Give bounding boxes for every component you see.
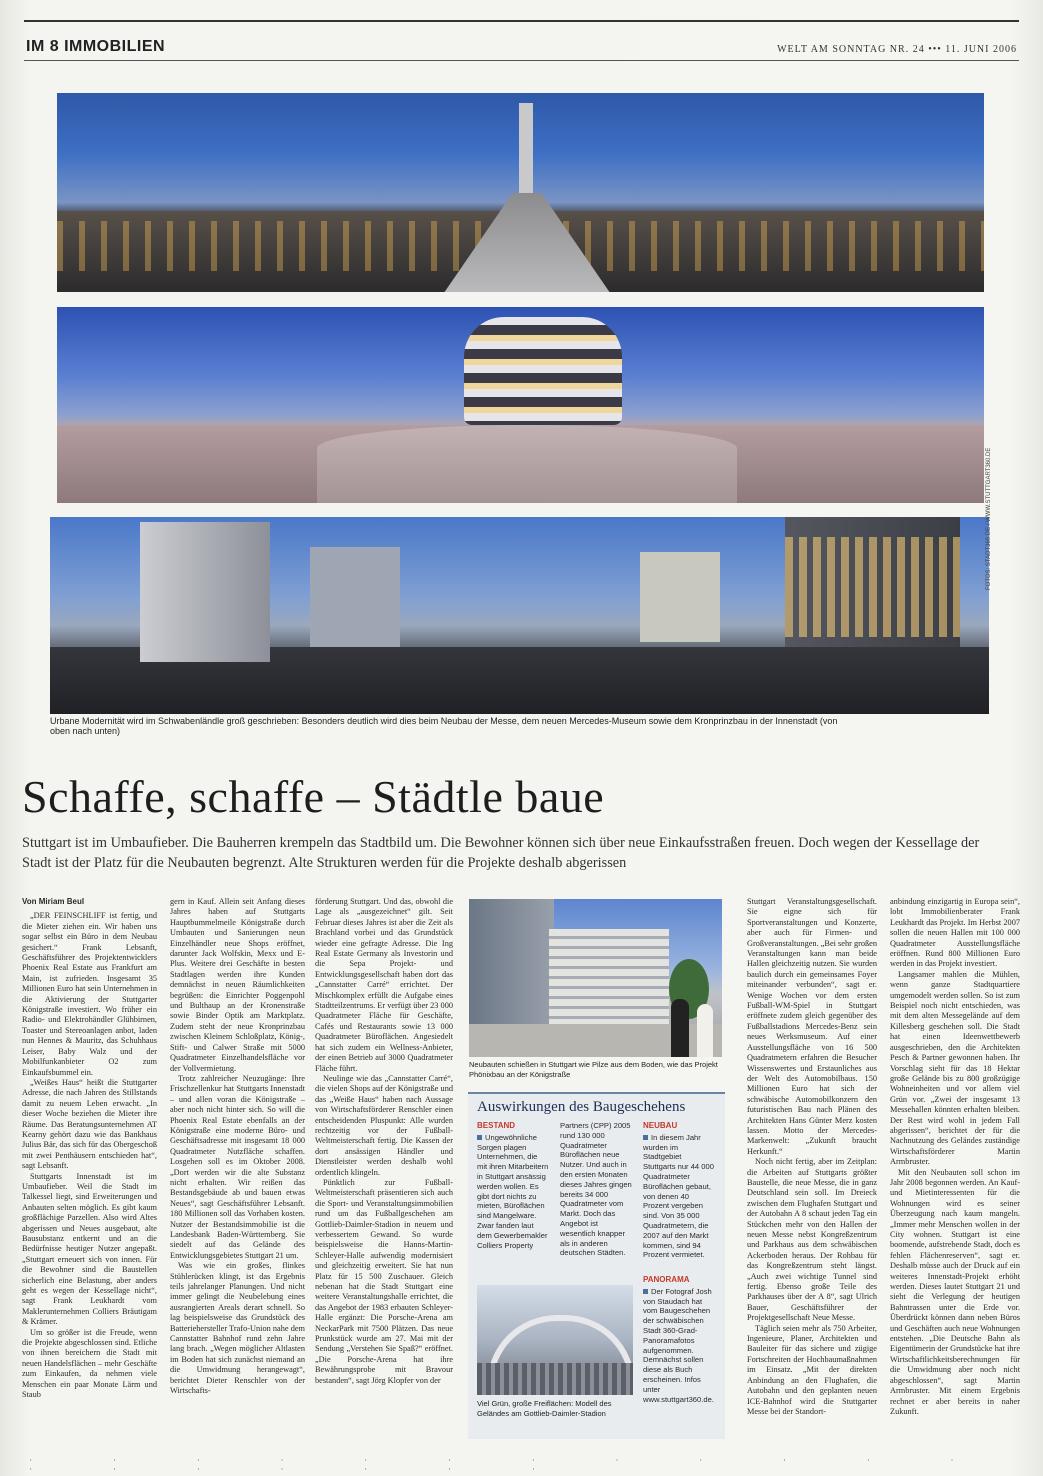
paragraph: Was wie ein großes, flinkes Stühlerücken klingt, ist das Ergebnis teils jahrelanger Planungen. Und nicht immer gelingt die Neubelebung eines ausrangierten Areals derart schnell. So lag beispielsweise das Grundstück des Batteriehersteller Trafo-Union nahe dem Cannstatter Bahnhof rund zehn Jahre lang brach. „Wegen möglicher Altlasten im Boden hat sich zunächst niemand an die Umwidmung herangewagt“, berichtet Dieter Renschler von der Wirtschafts- xyxy=(170,1261,305,1396)
photo-building-mid xyxy=(310,547,400,647)
paragraph: anbindung einzigartig in Europa sein“, lobt Immobilienberater Frank Leukhardt das Projekt. Im Herbst 2007 sollen die neuen Hallen mit 100 000 Quadratmeter Ausstellungsfläche eröffnen. Rund 800 Millionen Euro werden in das Projekt investiert. xyxy=(890,897,1020,969)
panorama-caption: Urbane Modernität wird im Schwabenländle groß geschrieben: Besonders deutlich wird dies beim Neubau der Messe, dem neuen Mercedes-Museum sowie dem Kronprinzbau in der Innenstadt (von oben nach unten) xyxy=(50,716,838,736)
paragraph: Noch nicht fertig, aber im Zeitplan: die Arbeiten auf Stuttgarts größter Baustelle, die neue Messe, die in ganz Deutschland sein soll. Im Dreieck zwischen dem Flughafen Stuttgart und der Autobahn A 8 schaut jeden Tag ein Stückchen mehr von den Hallen der neuen Messe nebst Kongreßzentrum und Parkhaus aus dem schwäbischen Ackerboden heraus. Der Rohbau für das Kongreßzentrum steht längst. „Auch zwei wichtige Tunnel sind fertig. Ebenso große Teile des Parkhauses über der A 8“, sagt Ulrich Bauer, Geschäftsführer der Projektgesellschaft Neue Messe. xyxy=(747,1157,877,1323)
paragraph: Pünktlich zur Fußball-Weltmeisterschaft präsentieren sich auch die Sport- und Veranstaltungsimmobilien rund um das Fußballgeschehen am Gottlieb-Daimler-Stadion in neuem und verbessertem Gewand. So wurde beispielsweise die Hanns-Martin-Schleyer-Halle aufwendig modernisiert und gleichzeitig erweitert. Sie hat nun Platz für 15 500 Zuschauer. Gleich nebenan hat die Stadt Stuttgart eine weitere Veranstaltungshalle errichtet, die das Angebot der 1983 erbauten Schleyer-Halle ergänzt: Die Porsche-Arena am NeckarPark mit 7500 Plätzen. Das neue Prunkstück wurde am 27. Mai mit der Sendung „Verstehen Sie Spaß?“ eröffnet. „Die Porsche-Arena hat ihre Bewährungsprobe mit Bravour bestanden“, sagt Jörg Klopfer von der xyxy=(315,1177,453,1385)
infobox-middle-text: Partners (CPP) 2005 rund 130 000 Quadratmeter Büroflächen neue Nutzer. Und auch in den ersten Monaten dieses Jahres gingen bereits 34 000 Quadratmeter vom Markt. Doch das Angebot ist wesentlich knapper als in anderen deutschen Städten. xyxy=(560,1121,632,1258)
stadium-model-caption: Viel Grün, große Freiflächen: Modell des Geländes am Gottlieb-Daimler-Stadion xyxy=(477,1399,612,1418)
paragraph: Langsamer mahlen die Mühlen, wenn ganze Stadtquartiere umgemodelt werden sollen. So ist zum Beispiel noch nicht entschieden, was mit dem alten Messegelände auf dem Killesberg geschehen soll. Die Stadt hat einen Ideenwettbewerb ausgeschrieben, den die Architekten Pesch & Partner gewonnen haben. Ihr Vorschlag sieht für das 18 Hektar große Gelände bis zu 800 großzügige Wohneinheiten und vor allem viel Grün vor. „Zwei der insgesamt 13 Messehallen könnten erhalten bleiben. Der Rest wird wohl in jedem Fall abgerissen“, berichtet der für die Nachnutzung des Geländes zuständige Wirtschaftsförderer Martin Armbruster. xyxy=(890,969,1020,1167)
author-byline: Von Miriam Beul xyxy=(22,897,85,906)
article-headline: Schaffe, schaffe – Städtle baue xyxy=(22,771,605,822)
photo-building-left xyxy=(140,522,270,662)
paragraph: Um so größer ist die Freude, wenn die Projekte abgeschlossen sind. Etliche von ihnen bereichern die Stadt mit neuen Handelsflächen – mehr Geschäfte zum Einkaufen, da nehmen viele Menschen ein paar Monate Lärm und Staub xyxy=(22,1327,157,1400)
article-column-1 xyxy=(22,897,157,1437)
infobox-neubau xyxy=(643,1121,715,1260)
binding-marks: ' ' ' ' ' ' ' ' ' ' ' ' ' ' ' ' ' ' ' xyxy=(30,1458,993,1476)
photo-mast xyxy=(519,103,533,193)
infobox-neubau-text: In diesem Jahr wurden im Stadtgebiet Stuttgarts nur 44 000 Quadratmeter Büroflächen gebaut, von denen 40 Prozent vergeben sind. Von 35 000 Quadratmetern, die 2007 auf den Markt kommen, sind 94 Prozent vermietet. xyxy=(643,1132,714,1260)
paragraph: „DER FEINSCHLIFF ist fertig, und die Mieter ziehen ein. Wir haben uns sogar selbst ein Büro in dem Neubau gesichert.“ Frank Lebsanft, Geschäftsführer des Projektentwicklers Phoenix Real Estate aus Frankfurt am Main, ist zufrieden. Insgesamt 35 Millionen Euro hat sein Unternehmen in die Aktivierung der Stuttgarter Königstraße investiert. Wo früher ein Radio- und Elektrohändler Glühbirnen, Toaster und Stereoanlagen anbot, laden nun Hennes & Mauritz, das Schuhhaus Leiser, Baby Walz und der Mobilfunkanbieter O2 zum Einkaufsbummel ein. xyxy=(22,911,157,1077)
article-column-3 xyxy=(315,897,453,1437)
paragraph: gern in Kauf. Allein seit Anfang dieses Jahres haben auf Stuttgarts Hauptbummelmeile Königstraße durch Umbauten und Sanierungen neun Einzelhändler neue Shops eröffnet, darunter Jack Wolfskin, Mexx und E-Plus. Weitere drei Geschäfte in besten Stadtlagen werden ihre Kunden demnächst in neuen Räumlichkeiten begrüßen: die Einrichter Poggenpohl und Bulthaup an der Kronenstraße sowie Binder Optik am Marktplatz. Zudem steht der neue Kronprinzbau zwischen Kleinem Schloßplatz, König-, Stift- und Calwer Straße mit 5000 Quadratmeter Einzelhandelsfläche vor der Vollvermietung. xyxy=(170,897,305,1073)
infobox-panorama xyxy=(643,1275,715,1404)
phoenixbau-caption: Neubauten schießen in Stuttgart wie Pilze aus dem Boden, wie das Projekt Phönixbau an der Königstraße xyxy=(469,1060,718,1079)
photo-windows xyxy=(785,537,960,637)
paragraph: Mit den Neubauten soll schon im Jahr 2008 begonnen werden. An Kauf- und Mietinteressenten für die Wohnungen wird es seiner Überzeugung nach kaum mangeln. „Immer mehr Menschen wollen in der City wohnen. Stuttgart ist eine boomende, aufstrebende Stadt, doch es fehlen Flächenreserven“, sagt er. Deshalb müsse auch der Druck auf ein weiteres Innenstadt-Projekt erhöht werden. Dieses lautet Stuttgart 21 und sieht die Verlegung der heutigen Bahntrassen unter die Erde vor. Überdrückt können dann neben Büros und Geschäften auch neue Wohnungen entstehen. „Die Deutsche Bahn als Eigentümerin der Grundstücke hat ihre Wirtschaftlichkeitsberechnungen für die Umwidmung aber noch nicht abgeschlossen“, sagt Martin Armbruster. Mit einem Ergebnis rechnet er aber bereits in naher Zukunft. xyxy=(890,1167,1020,1416)
infobox-panorama-label: PANORAMA xyxy=(643,1275,690,1284)
paragraph: Neulinge wie das „Cannstatter Carré“, die vielen Shops auf der Königstraße und das „Weiße Haus“ haben nach Aussage von Wirtschaftsförderer Renschler einen entscheidenden Pluspunkt: Alle wurden rechtzeitig vor der Fußball-Weltmeisterschaft fertig. Die Kassen der dort ansässigen Händler und Dienstleister werden deshalb wohl ordentlich klingeln. xyxy=(315,1073,453,1177)
photo-ground xyxy=(317,425,737,503)
square-bullet-icon xyxy=(643,1135,648,1140)
article-column-5 xyxy=(890,897,1020,1437)
panorama-photo-kronprinzbau xyxy=(50,517,989,714)
infobox-middle xyxy=(560,1121,632,1258)
infobox-title: Auswirkungen des Baugeschehens xyxy=(477,1099,686,1115)
section-label: IM 8 IMMOBILIEN xyxy=(26,38,166,55)
paragraph: Trotz zahlreicher Neuzugänge: Ihre Frischzellenkur hat Stuttgarts Innenstadt – und allen voran die Königstraße – aber noch nicht hinter sich. So will die Phoenix Real Estate ebenfalls an der Königstraße eine moderne Büro- und Geschäftsadresse mit insgesamt 18 000 Quadratmeter Nutzfläche schaffen. Losgehen soll es im Oktober 2008. „Dort werden wir die alte Substanz nicht erhalten. Wir reißen das Bestandsgebäude ab und bauen etwas Neues“, sagt Geschäftsführer Lebsanft. 180 Millionen soll das Vorhaben kosten. Nutzer der Bestandsimmobilie ist die Landesbank Baden-Württemberg. Sie siedelt auf das Gelände des Entwicklungsgebietes Stuttgart 21 um. xyxy=(170,1073,305,1260)
photo-museum-building xyxy=(464,317,622,425)
infobox-bestand xyxy=(477,1121,549,1250)
paragraph: Stuttgarts Innenstadt ist im Umbaufieber. Weil die Stadt im Talkessel liegt, sind Erweiterungen und Anbauten selten möglich. Es gibt kaum großflächige Parzellen. Also wird Altes abgerissen und Neues ausgebaut, alte Bausubstanz entkernt und an die Bedürfnisse heutiger Nutzer angepaßt. „Stuttgart erneuert sich von innen. Für die Bewohner sind die Baustellen sicherlich eine Belastung, aber anders geht es wegen der Kessellage nicht“, sagt Frank Leukhardt vom Maklerunternehmen Colliers Bräutigam & Krämer. xyxy=(22,1171,157,1327)
photo-building-mid2 xyxy=(640,552,720,642)
photo-building-a xyxy=(469,899,554,1029)
paragraph: Stuttgart Veranstaltungsgesellschaft. Sie eigne sich für Sportveranstaltungen und Konzerte, aber auch für Firmen- und Großveranstaltungen. „Bei sehr großen Veranstaltungen kann man beide Hallen gleichzeitig nutzen. Sie wurden baulich durch ein gemeinsames Foyer miteinander verbunden“, sagt er. Wenige Wochen vor dem ersten Fußball-WM-Spiel in Stuttgart eröffnete zudem gleich gegenüber des Fußballstadions Mercedes-Benz sein neues Werksmuseum. Auf einer Ausstellungsfläche von 16 500 Quadratmetern erfahren die Besucher Wissenswertes und Erstaunliches aus der Welt des Automobilbaus. 150 Millionen Euro hat sich der schwäbische Automobilkonzern den futuristischen Bau nach Plänen des Architekten Hans Günter Merz kosten lassen. Motto der Mercedes-Markenwelt: „Zukunft braucht Herkunft.“ xyxy=(747,897,877,1156)
article-subhead: Stuttgart ist im Umbaufieber. Die Bauherren krempeln das Stadtbild um. Die Bewohner können sich über neue Einkaufsstraßen freuen. Doch wegen der Kessellage der Stadt ist der Platz für die Neubauten begrenzt. Alte Strukturen werden für die Projekte deshalb abgerissen xyxy=(22,835,980,871)
article-column-4 xyxy=(747,897,877,1437)
square-bullet-icon xyxy=(643,1289,648,1294)
dateline: WELT AM SONNTAG NR. 24 ••• 11. JUNI 2006 xyxy=(777,44,1017,55)
panorama-photo-mercedes-museum xyxy=(57,307,984,503)
stadium-model-photo xyxy=(477,1285,633,1395)
infobox-neubau-label: NEUBAU xyxy=(643,1121,678,1130)
square-bullet-icon xyxy=(477,1135,482,1140)
photo-person-light xyxy=(697,1004,713,1057)
infobox-bestand-text: Ungewöhnliche Sorgen plagen Unternehmen, die mit ihren Mitarbeitern in Stuttgart ansässig werden wollen. Es gibt dort nichts zu mieten, Büroflächen sind Mangelware. Zwar fanden laut dem Gewerbemakler Colliers Property xyxy=(477,1132,549,1250)
photo-person-dark xyxy=(671,999,689,1057)
infobox-panorama-text: Der Fotograf Josh von Staudach hat vom Baugeschehen der schwäbischen Stadt 360-Grad-Panoramafotos aufgenommen. Demnächst sollen diese als Buch erscheinen. Infos unter www.stuttgart360.de. xyxy=(643,1286,714,1404)
phoenixbau-photo xyxy=(469,899,722,1057)
photo-building-b xyxy=(549,929,669,1024)
photo-credit: FOTOS: STADT360.DE / WWW.STUTTGART360.DE xyxy=(986,447,992,590)
infobox-bestand-label: BESTAND xyxy=(477,1121,516,1130)
header-bottom-rule xyxy=(24,60,1019,61)
article-column-2 xyxy=(170,897,305,1437)
paragraph: förderung Stuttgart. Und das, obwohl die Lage als „ausgezeichnet“ gilt. Seit Februar dieses Jahres ist aber die Zeit als Brachland vorbei und das Grundstück wieder eine gefragte Adresse. Die Ing Real Estate Germany als Investorin und die Sepa Projekt- und Entwicklungsgesellschaft haben dort das „Cannstatter Carré“ errichtet. Der Mischkomplex erfüllt die Aufgabe eines Stadtteilzentrums. Er verfügt über 23 000 Quadratmeter Fläche für Geschäfte, Cafés und Restaurants sowie 13 000 Quadratmeter Büroflächen. Angesiedelt hat sich zudem ein Wellness-Anbieter, der einen Betrieb auf 3000 Quadratmeter Fläche führt. xyxy=(315,897,453,1073)
photo-stadium-seats xyxy=(477,1363,633,1395)
paragraph: Täglich seien mehr als 750 Arbeiter, Ingenieure, Planer, Architekten und Bauleiter für das sichere und zügige Fortschreiten der Hochbaumaßnahmen im Einsatz. „Mit der direkten Anbindung an den Flughafen, die Autobahn und den geplanten neuen ICE-Bahnhof wird die Stuttgarter Messe bei der Standort- xyxy=(747,1323,877,1416)
header-top-rule xyxy=(24,20,1019,22)
panorama-photo-messe xyxy=(57,93,984,292)
paragraph: „Weißes Haus“ heißt die Stuttgarter Adresse, die nach Jahren des Stillstands damit zu neuem Leben erwacht. „In dieser Woche beziehen die Mieter ihre Räume. Das Beratungsunternehmen AT Kearny gehört dazu wie das Bankhaus Julius Bär, das sich für das Obergeschoß mit zwei Penthäusern entschieden hat“, sagt Lebsanft. xyxy=(22,1077,157,1171)
